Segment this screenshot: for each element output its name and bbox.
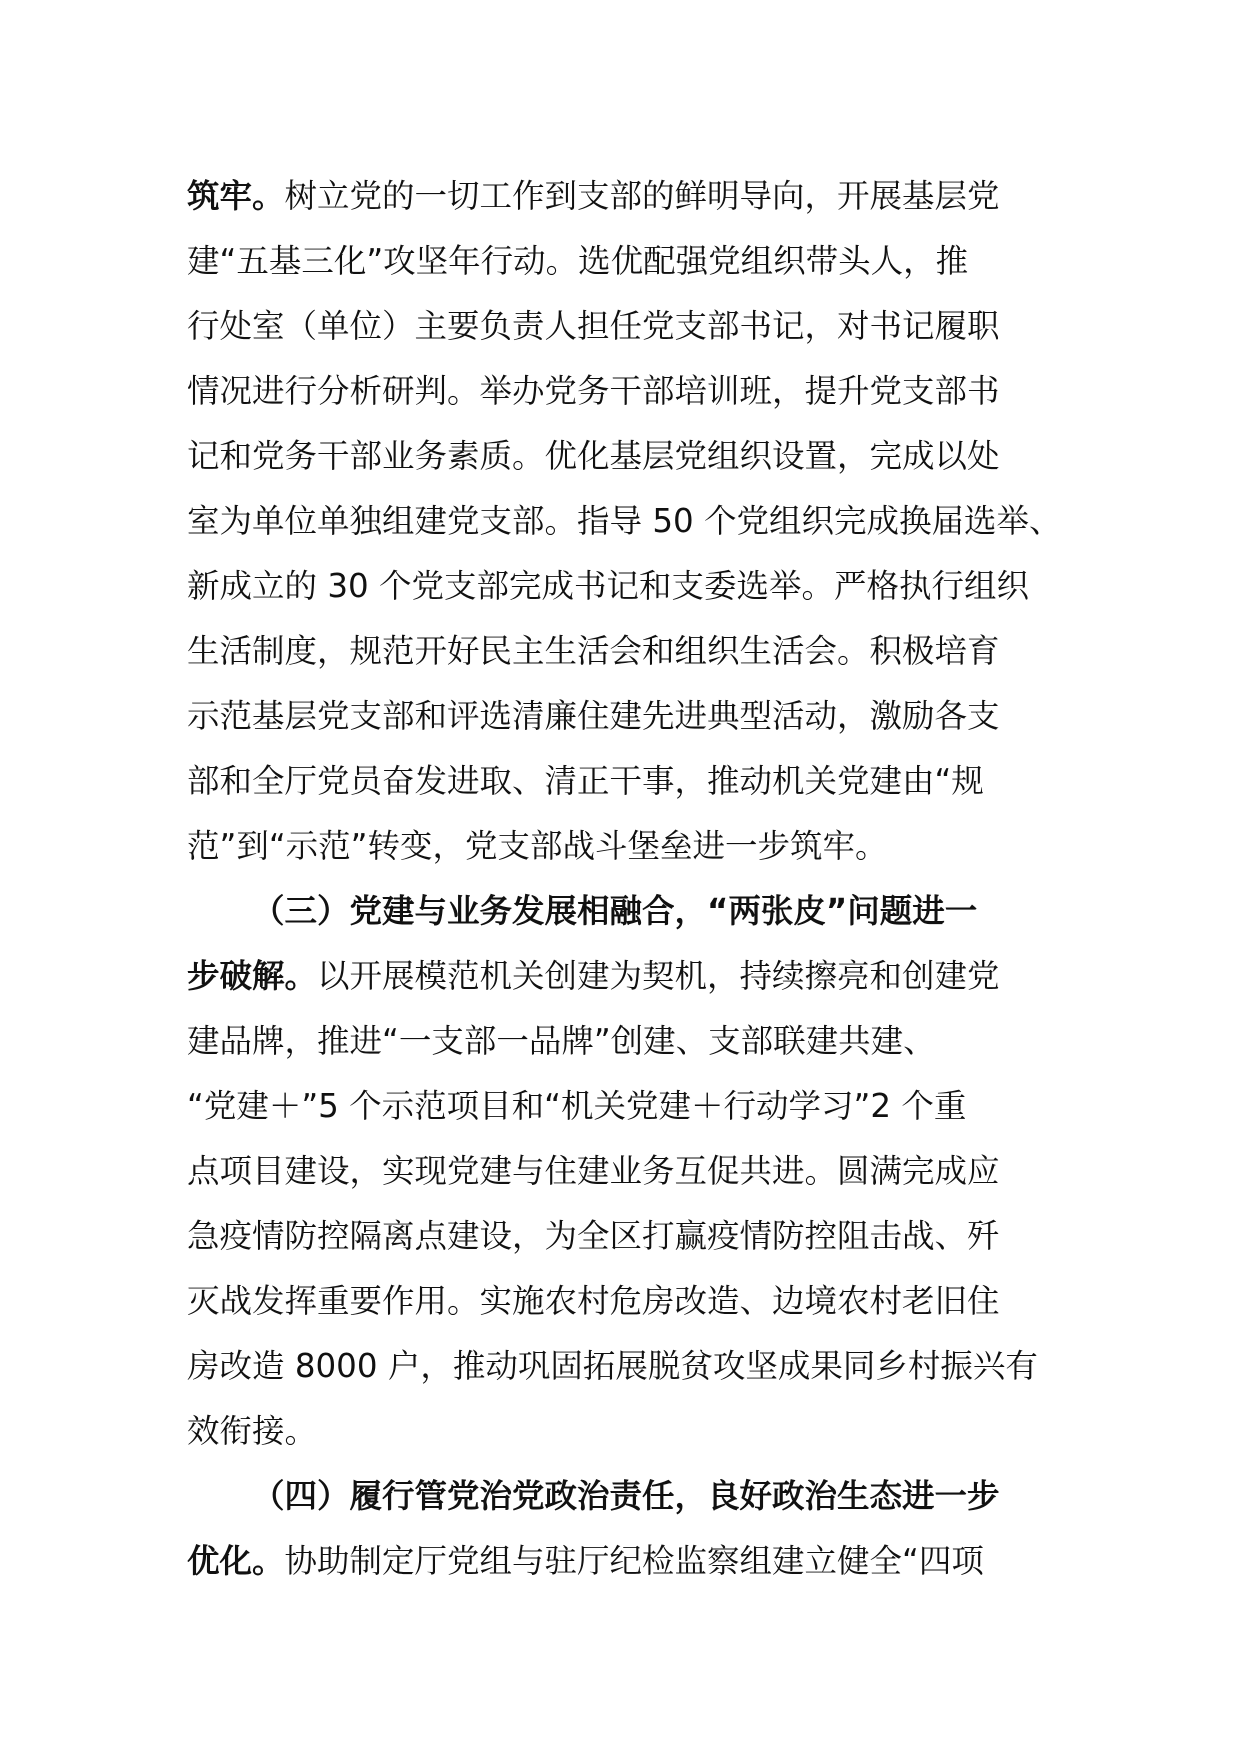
bold-heading: （四）履行管党治党政治责任，良好政治生态进一步 bbox=[252, 1477, 1000, 1515]
document-body bbox=[187, 164, 1067, 1594]
line-text: 行处室（单位）主要负责人担任党支部书记，对书记履职 bbox=[187, 307, 1000, 345]
bold-heading: （三）党建与业务发展相融合，“两张皮”问题进一 bbox=[252, 892, 978, 930]
text-line bbox=[187, 1009, 1067, 1074]
line-text: 部和全厅党员奋发进取、清正干事，推动机关党建由“规 bbox=[187, 762, 984, 800]
line-text: 协助制定厅党组与驻厅纪检监察组建立健全“四项 bbox=[284, 1542, 984, 1580]
text-line bbox=[187, 749, 1067, 814]
line-text: 范”到“示范”转变，党支部战斗堡垒进一步筑牢。 bbox=[187, 827, 888, 865]
text-line bbox=[187, 229, 1067, 294]
line-text: 建“五基三化”攻坚年行动。选优配强党组织带头人，推 bbox=[187, 242, 969, 280]
bold-lead: 筑牢。 bbox=[187, 177, 285, 215]
line-text: 室为单位单独组建党支部。指导 50 个党组织完成换届选举、 bbox=[187, 502, 1062, 540]
text-line bbox=[187, 1529, 1067, 1594]
text-line bbox=[187, 1399, 1067, 1464]
line-text: “党建＋”5 个示范项目和“机关党建＋行动学习”2 个重 bbox=[187, 1087, 967, 1125]
bold-lead: 优化。 bbox=[187, 1542, 285, 1580]
text-line bbox=[187, 489, 1067, 554]
text-line bbox=[187, 1334, 1067, 1399]
text-line bbox=[187, 424, 1067, 489]
text-line bbox=[187, 1074, 1067, 1139]
line-text: 树立党的一切工作到支部的鲜明导向，开展基层党 bbox=[284, 177, 1000, 215]
text-line bbox=[187, 944, 1067, 1009]
text-line bbox=[187, 359, 1067, 424]
section-heading-4 bbox=[187, 1464, 1067, 1529]
text-line bbox=[187, 619, 1067, 684]
text-line bbox=[187, 1139, 1067, 1204]
text-line bbox=[187, 684, 1067, 749]
text-line bbox=[187, 814, 1067, 879]
line-text: 以开展模范机关创建为契机，持续擦亮和创建党 bbox=[317, 957, 1000, 995]
text-line bbox=[187, 164, 1067, 229]
text-line bbox=[187, 554, 1067, 619]
line-text: 情况进行分析研判。举办党务干部培训班，提升党支部书 bbox=[187, 372, 1000, 410]
line-text: 灭战发挥重要作用。实施农村危房改造、边境农村老旧住 bbox=[187, 1282, 1000, 1320]
line-text: 示范基层党支部和评选清廉住建先进典型活动，激励各支 bbox=[187, 697, 1000, 735]
line-text: 效衔接。 bbox=[187, 1412, 318, 1450]
text-line bbox=[187, 294, 1067, 359]
line-text: 建品牌，推进“一支部一品牌”创建、支部联建共建、 bbox=[187, 1022, 936, 1060]
line-text: 点项目建设，实现党建与住建业务互促共进。圆满完成应 bbox=[187, 1152, 1000, 1190]
line-text: 记和党务干部业务素质。优化基层党组织设置，完成以处 bbox=[187, 437, 1000, 475]
line-text: 急疫情防控隔离点建设，为全区打赢疫情防控阻击战、歼 bbox=[187, 1217, 1000, 1255]
section-heading-3 bbox=[187, 879, 1067, 944]
line-text: 新成立的 30 个党支部完成书记和支委选举。严格执行组织 bbox=[187, 567, 1030, 605]
text-line bbox=[187, 1204, 1067, 1269]
line-text: 房改造 8000 户，推动巩固拓展脱贫攻坚成果同乡村振兴有 bbox=[187, 1347, 1038, 1385]
bold-lead: 步破解。 bbox=[187, 957, 318, 995]
text-line bbox=[187, 1269, 1067, 1334]
line-text: 生活制度，规范开好民主生活会和组织生活会。积极培育 bbox=[187, 632, 1000, 670]
